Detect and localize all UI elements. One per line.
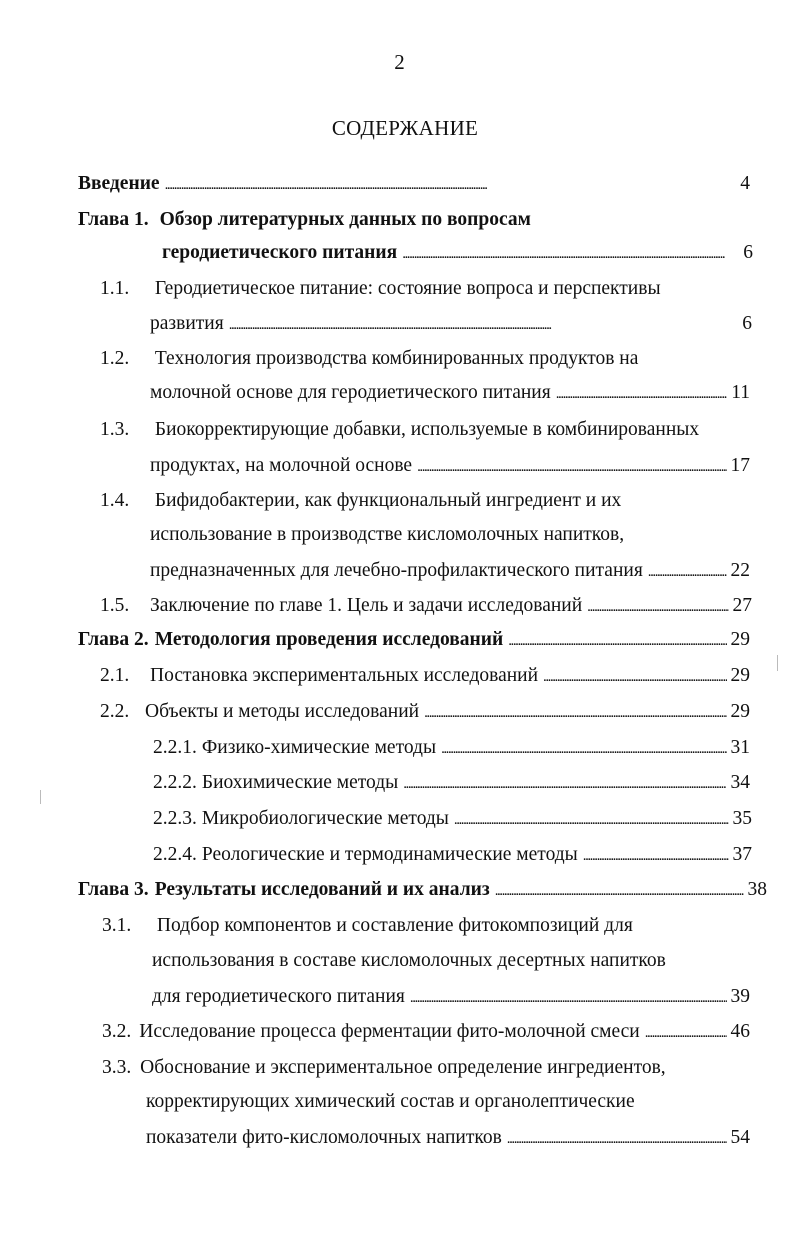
- chapter-number: Глава 1.: [78, 209, 149, 230]
- toc-entry-text: Объекты и методы исследований: [145, 701, 420, 722]
- dot-leader: [495, 876, 744, 904]
- toc-entry-ch1-line1[interactable]: [78, 206, 531, 234]
- dot-leader: [507, 1124, 727, 1152]
- section-number: 1.5.: [100, 595, 130, 616]
- toc-entry-ch1[interactable]: [162, 239, 753, 267]
- toc-entry-s2-2-3[interactable]: [153, 805, 752, 833]
- dot-leader: [583, 841, 729, 869]
- dot-leader: [556, 379, 728, 407]
- toc-entry-s1-1[interactable]: [150, 310, 752, 338]
- chapter-number: Глава 2.: [78, 629, 149, 650]
- subsection-number: 2.2.3.: [153, 808, 197, 829]
- toc-entry-s1-3[interactable]: [150, 452, 750, 480]
- toc-page-number: 6: [742, 313, 752, 334]
- dot-leader: [417, 452, 726, 480]
- toc-entry-text: Заключение по главе 1. Цель и задачи исследований: [150, 595, 583, 616]
- toc-entry-text: Микробиологические методы: [201, 808, 449, 829]
- toc-page-number: 29: [730, 629, 750, 650]
- scan-artifact: [777, 655, 778, 671]
- toc-entry-text: Биокорректирующие добавки, используемые в комбинированных: [154, 419, 700, 440]
- toc-entry-text: для геродиетического питания: [152, 986, 405, 1007]
- toc-entry-text: развития: [150, 313, 224, 334]
- dot-leader: [441, 734, 726, 762]
- dot-leader: [403, 769, 726, 797]
- toc-entry-text: Биохимические методы: [201, 772, 399, 793]
- toc-entry-text: Подбор компонентов и составление фитокомпозиций для: [156, 915, 633, 936]
- section-number: 2.1.: [100, 665, 130, 686]
- toc-entry-text: Обоснование и экспериментальное определение ингредиентов,: [140, 1057, 666, 1078]
- toc-page-number: 38: [747, 879, 767, 900]
- toc-page-number: 39: [730, 986, 750, 1007]
- toc-entry-s2-2-4[interactable]: [153, 841, 752, 869]
- toc-entry-text: Бифидобактерии, как функциональный ингредиент и их: [154, 490, 622, 511]
- section-number: 1.3.: [100, 419, 130, 440]
- toc-entry-text: Обзор литературных данных по вопросам: [159, 209, 531, 230]
- toc-entry-s1-4[interactable]: [150, 557, 750, 585]
- toc-page-number: 37: [732, 844, 752, 865]
- scan-artifact: [40, 790, 41, 804]
- subsection-number: 2.2.2.: [153, 772, 197, 793]
- toc-page-number: 31: [730, 737, 750, 758]
- toc-entry-text: использование в производстве кисломолочных напитков,: [150, 524, 625, 545]
- toc-entry-intro[interactable]: [78, 170, 750, 198]
- toc-page-number: 29: [730, 665, 750, 686]
- toc-entry-text: Физико-химические методы: [201, 737, 437, 758]
- toc-entry-ch2[interactable]: [78, 626, 750, 654]
- toc-entry-text: Технология производства комбинированных продуктов на: [154, 348, 639, 369]
- toc-entry-text: геродиетического питания: [162, 242, 398, 263]
- toc-entry-s3-3-line2[interactable]: [146, 1088, 635, 1116]
- toc-entry-s1-4-line2[interactable]: [150, 521, 624, 549]
- dot-leader: [402, 239, 739, 267]
- dot-leader: [410, 983, 727, 1011]
- toc-entry-s1-2-line1[interactable]: [100, 345, 638, 373]
- toc-entry-text: Введение: [78, 173, 160, 194]
- toc-entry-s3-3-line1[interactable]: [102, 1054, 666, 1082]
- dot-leader: [648, 557, 727, 585]
- subsection-number: 2.2.1.: [153, 737, 197, 758]
- toc-entry-s2-2[interactable]: [100, 698, 750, 726]
- toc-entry-text: предназначенных для лечебно-профилактического питания: [150, 560, 643, 581]
- chapter-number: Глава 3.: [78, 879, 149, 900]
- toc-entry-s3-1-line2[interactable]: [152, 947, 666, 975]
- section-number: 3.1.: [102, 915, 132, 936]
- toc-entry-s1-3-line1[interactable]: [100, 416, 699, 444]
- toc-entry-s1-1-line1[interactable]: [100, 275, 661, 303]
- toc-entry-text: использования в составе кисломолочных десертных напитков: [152, 950, 666, 971]
- section-number: 1.2.: [100, 348, 130, 369]
- toc-entry-text: молочной основе для геродиетического питания: [150, 382, 551, 403]
- dot-leader: [543, 662, 726, 690]
- toc-entry-s3-1-line1[interactable]: [102, 912, 633, 940]
- toc-entry-s2-2-1[interactable]: [153, 734, 750, 762]
- toc-entry-s2-1[interactable]: [100, 662, 750, 690]
- toc-entry-text: Методология проведения исследований: [154, 629, 504, 650]
- section-number: 3.3.: [102, 1057, 132, 1078]
- section-number: 1.4.: [100, 490, 130, 511]
- toc-entry-text: Исследование процесса ферментации фито-молочной смеси: [139, 1021, 640, 1042]
- toc-page-number: 54: [730, 1127, 750, 1148]
- toc-page-number: 46: [730, 1021, 750, 1042]
- toc-page-number: 35: [732, 808, 752, 829]
- dot-leader: [454, 805, 729, 833]
- toc-entry-text: Результаты исследований и их анализ: [154, 879, 490, 900]
- toc-page-number: 6: [743, 242, 753, 263]
- page-number: 2: [394, 50, 405, 74]
- dot-leader: [165, 170, 737, 198]
- toc-entry-s2-2-2[interactable]: [153, 769, 750, 797]
- dot-leader: [587, 592, 728, 620]
- toc-page-number: 29: [730, 701, 750, 722]
- section-number: 3.2.: [102, 1021, 132, 1042]
- toc-entry-s3-3[interactable]: [146, 1124, 750, 1152]
- toc-entry-s1-5[interactable]: [100, 592, 752, 620]
- toc-entry-ch3[interactable]: [78, 876, 767, 904]
- section-number: 1.1.: [100, 278, 130, 299]
- toc-page-number: 4: [740, 173, 750, 194]
- dot-leader: [508, 626, 726, 654]
- toc-entry-s3-1[interactable]: [152, 983, 750, 1011]
- toc-entry-s1-2[interactable]: [150, 379, 750, 407]
- toc-entry-s1-4-line1[interactable]: [100, 487, 621, 515]
- toc-page-number: 27: [732, 595, 752, 616]
- toc-entry-text: Геродиетическое питание: состояние вопроса и перспективы: [154, 278, 661, 299]
- dot-leader: [229, 310, 739, 338]
- toc-page-number: 17: [730, 455, 750, 476]
- toc-page-number: 34: [730, 772, 750, 793]
- toc-entry-text: показатели фито-кисломолочных напитков: [146, 1127, 502, 1148]
- toc-entry-s3-2[interactable]: [102, 1018, 750, 1046]
- section-number: 2.2.: [100, 701, 130, 722]
- toc-title: СОДЕРЖАНИЕ: [331, 116, 479, 140]
- dot-leader: [645, 1018, 727, 1046]
- toc-entry-text: корректирующих химический состав и органолептические: [146, 1091, 635, 1112]
- toc-entry-text: Реологические и термодинамические методы: [201, 844, 578, 865]
- toc-entry-text: Постановка экспериментальных исследований: [150, 665, 539, 686]
- toc-page-number: 22: [730, 560, 750, 581]
- toc-page-number: 11: [731, 382, 750, 403]
- toc-entry-text: продуктах, на молочной основе: [150, 455, 413, 476]
- subsection-number: 2.2.4.: [153, 844, 197, 865]
- dot-leader: [424, 698, 726, 726]
